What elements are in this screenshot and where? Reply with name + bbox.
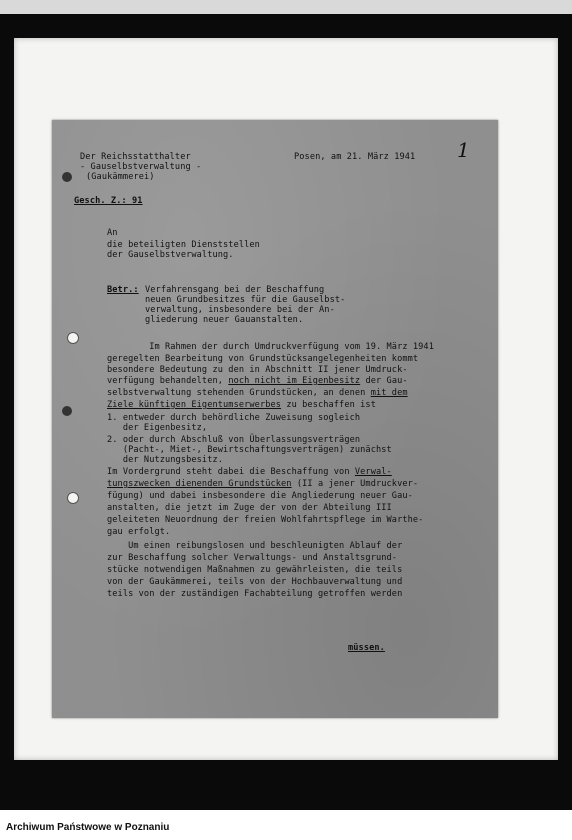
body-line: von der Gaukämmerei, teils von der Hochbauverwaltung und xyxy=(107,577,403,587)
list-item: (Pacht-, Miet-, Bewirtschaftungsverträgen) zunächst xyxy=(107,445,392,455)
ink-mark xyxy=(62,406,72,416)
list-item: 2. oder durch Abschluß von Überlassungsverträgen xyxy=(107,435,361,445)
archive-footer xyxy=(0,810,572,840)
list-item: 1. entweder durch behördliche Zuweisung sogleich xyxy=(107,413,361,423)
sender-line: Der Reichsstatthalter xyxy=(80,152,191,162)
subject-line: verwaltung, insbesondere bei der An- xyxy=(145,305,335,315)
body-line: Im Rahmen der durch Umdruckverfügung vom 19. März 1941 xyxy=(107,342,434,352)
body-line: anstalten, die jetzt im Zuge der von der Abteilung III xyxy=(107,503,392,513)
body-line: tungszwecken dienenden Grundstücken (II a jener Umdruckver- xyxy=(107,479,419,489)
page-number: 1 xyxy=(457,138,470,162)
continuation-word: müssen. xyxy=(348,643,385,653)
top-strip xyxy=(0,0,572,14)
subject-label: Betr.: xyxy=(107,285,139,295)
body-line: Im Vordergrund steht dabei die Beschaffung von Verwal- xyxy=(107,467,392,477)
ink-mark xyxy=(62,172,72,182)
body-line: verfügung behandelten, noch nicht im Eigenbesitz der Gau- xyxy=(107,376,408,386)
list-item: der Nutzungsbesitz. xyxy=(107,455,224,465)
punch-hole xyxy=(67,332,79,344)
body-line: stücke notwendigen Maßnahmen zu gewährleisten, die teils xyxy=(107,565,403,575)
body-line: selbstverwaltung stehenden Grundstücken, an denen mit dem xyxy=(107,388,408,398)
recipient-line: der Gauselbstverwaltung. xyxy=(107,250,234,260)
sender-line: (Gaukämmerei) xyxy=(86,172,155,182)
reference-number: Gesch. Z.: 91 xyxy=(74,196,143,206)
place-date: Posen, am 21. März 1941 xyxy=(294,152,416,162)
body-line: Ziele künftigen Eigentumserwerbes zu beschaffen ist xyxy=(107,400,376,410)
body-line: teils von der zuständigen Fachabteilung getroffen werden xyxy=(107,589,403,599)
list-item: der Eigenbesitz, xyxy=(107,423,208,433)
body-line: zur Beschaffung solcher Verwaltungs- und Anstaltsgrund- xyxy=(107,553,398,563)
body-line: fügung) und dabei insbesondere die Angliederung neuer Gau- xyxy=(107,491,413,501)
body-line: besondere Bedeutung zu den in Abschnitt II jener Umdruck- xyxy=(107,365,408,375)
punch-hole xyxy=(67,492,79,504)
body-line: gau erfolgt. xyxy=(107,527,171,537)
body-line: geleiteten Neuordnung der freien Wohlfahrtspflege im Warthe- xyxy=(107,515,424,525)
subject-line: gliederung neuer Gauanstalten. xyxy=(145,315,304,325)
body-line: Um einen reibungslosen und beschleunigten Ablauf der xyxy=(107,541,403,551)
body-line: geregelten Bearbeitung von Grundstücksangelegenheiten kommt xyxy=(107,354,419,364)
archive-name: Archiwum Państwowe w Poznaniu xyxy=(6,822,170,833)
recipient-line: An xyxy=(107,228,118,238)
sender-line: - Gauselbstverwaltung - xyxy=(80,162,202,172)
subject-line: neuen Grundbesitzes für die Gauselbst- xyxy=(145,295,346,305)
document-page xyxy=(52,120,498,718)
subject-line: Verfahrensgang bei der Beschaffung xyxy=(145,285,325,295)
recipient-line: die beteiligten Dienststellen xyxy=(107,240,260,250)
